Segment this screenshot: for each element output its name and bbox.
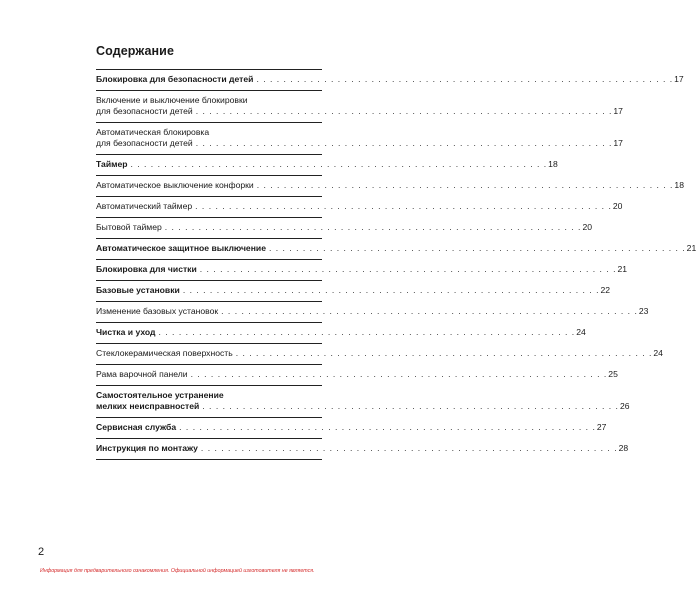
toc-entry[interactable] <box>96 70 684 91</box>
dot-leader: . . . . . . . . . . . . . . . . . . . . . . . . . . . . . . . . . . . . . . . . . . . . . . . . . . . . . . . . . . . . . . <box>190 369 608 379</box>
toc-entry-title-line: Блокировка для чистки <box>96 264 197 274</box>
dot-leader: . . . . . . . . . . . . . . . . . . . . . . . . . . . . . . . . . . . . . . . . . . . . . . . . . . . . . . . . . . . . . . <box>179 422 596 432</box>
toc-entry-page: 23 <box>638 306 649 316</box>
toc-entry-last-line <box>96 180 684 191</box>
toc-entry-title-line: мелких неисправностей <box>96 401 200 411</box>
toc-entry-title-line: Блокировка для безопасности детей <box>96 74 254 84</box>
dot-leader: . . . . . . . . . . . . . . . . . . . . . . . . . . . . . . . . . . . . . . . . . . . . . . . . . . . . . . . . . . . . . . <box>256 180 674 190</box>
toc-entry[interactable] <box>96 302 649 323</box>
toc-entry-title-line: Рама варочной панели <box>96 369 188 379</box>
toc-entry-page: 24 <box>576 327 586 337</box>
toc-entry-page: 28 <box>618 443 629 453</box>
toc-entry-title-line: для безопасности детей <box>96 106 193 116</box>
toc-entry-last-line <box>96 306 649 317</box>
toc-entry[interactable] <box>96 344 663 365</box>
toc-entry-last-line <box>96 285 611 296</box>
toc-entry-title-line: Базовые установки <box>96 285 180 295</box>
toc-entry-last-line <box>96 201 623 212</box>
dot-leader: . . . . . . . . . . . . . . . . . . . . . . . . . . . . . . . . . . . . . . . . . . . . . . . . . . . . . . . . . . . . . . <box>195 201 612 211</box>
footer-note: Информация для предварительного ознакомления. Официальной информацией изготовителя не является. <box>40 568 315 574</box>
toc-entry-last-line <box>96 106 623 117</box>
toc-entry-page: 25 <box>608 369 618 379</box>
toc-entry-title-line: Самостоятельное устранение <box>96 390 224 400</box>
toc-entry-title-line: Чистка и уход <box>96 327 156 337</box>
toc-entry-last-line <box>96 327 586 338</box>
toc-entry-title-line: Стеклокерамическая поверхность <box>96 348 233 358</box>
toc-entry-title-line: Автоматическая блокировка <box>96 127 210 137</box>
toc-entry-page: 27 <box>596 422 607 432</box>
table-of-contents <box>96 69 696 460</box>
toc-entry[interactable] <box>96 323 586 344</box>
toc-entry-page: 21 <box>617 264 628 274</box>
dot-leader: . . . . . . . . . . . . . . . . . . . . . . . . . . . . . . . . . . . . . . . . . . . . . . . . . . . . . . . . . . . . . . <box>199 264 617 274</box>
page-title: Содержание <box>96 44 175 58</box>
dot-leader: . . . . . . . . . . . . . . . . . . . . . . . . . . . . . . . . . . . . . . . . . . . . . . . . . . . . . . . . . . . . . . <box>195 106 613 116</box>
toc-entry-last-line <box>96 422 607 433</box>
toc-entry-last-line <box>96 159 558 170</box>
toc-entry-page: 17 <box>613 106 623 116</box>
toc-entry[interactable] <box>96 155 558 176</box>
toc-entry-page: 26 <box>619 401 630 411</box>
toc-entry-title-line: Таймер <box>96 159 128 169</box>
toc-entry-title-line: Изменение базовых установок <box>96 306 219 316</box>
toc-entry-last-line <box>96 369 618 380</box>
dot-leader: . . . . . . . . . . . . . . . . . . . . . . . . . . . . . . . . . . . . . . . . . . . . . . . . . . . . . . . . . . . . . . <box>130 159 548 169</box>
toc-entry-title-line: Бытовой таймер <box>96 222 162 232</box>
toc-entry-page: 21 <box>686 243 696 253</box>
toc-entry-page: 18 <box>674 180 684 190</box>
dot-leader: . . . . . . . . . . . . . . . . . . . . . . . . . . . . . . . . . . . . . . . . . . . . . . . . . . . . . . . . . . . . . . <box>182 285 600 295</box>
toc-entry-last-line <box>96 74 684 85</box>
toc-entry[interactable] <box>96 260 628 281</box>
toc-entry[interactable] <box>96 218 593 239</box>
toc-entry-page: 18 <box>548 159 558 169</box>
toc-entry-page: 20 <box>612 201 623 211</box>
toc-entry-last-line <box>96 222 593 233</box>
toc-entry-page: 17 <box>674 74 684 84</box>
toc-entry-page: 24 <box>653 348 663 358</box>
dot-leader: . . . . . . . . . . . . . . . . . . . . . . . . . . . . . . . . . . . . . . . . . . . . . . . . . . . . . . . . . . . . . . <box>221 306 638 316</box>
toc-entry[interactable] <box>96 91 623 123</box>
dot-leader: . . . . . . . . . . . . . . . . . . . . . . . . . . . . . . . . . . . . . . . . . . . . . . . . . . . . . . . . . . . . . . <box>256 74 674 84</box>
toc-entry-last-line <box>96 243 696 254</box>
toc-entry-title-line: Инструкция по монтажу <box>96 443 198 453</box>
toc-entry[interactable] <box>96 197 623 218</box>
toc-entry-page: 17 <box>613 138 623 148</box>
dot-leader: . . . . . . . . . . . . . . . . . . . . . . . . . . . . . . . . . . . . . . . . . . . . . . . . . . . . . . . . . . . . . . <box>235 348 653 358</box>
toc-entry-title-line: Включение и выключение блокировки <box>96 95 248 105</box>
toc-entry-title-line: Автоматическое выключение конфорки <box>96 180 254 190</box>
dot-leader: . . . . . . . . . . . . . . . . . . . . . . . . . . . . . . . . . . . . . . . . . . . . . . . . . . . . . . . . . . . . . . <box>200 443 618 453</box>
toc-entry-page: 22 <box>600 285 611 295</box>
dot-leader: . . . . . . . . . . . . . . . . . . . . . . . . . . . . . . . . . . . . . . . . . . . . . . . . . . . . . . . . . . . . . . <box>202 401 619 411</box>
toc-entry-last-line <box>96 264 628 275</box>
toc-entry[interactable] <box>96 439 629 460</box>
toc-entry[interactable] <box>96 123 623 155</box>
dot-leader: . . . . . . . . . . . . . . . . . . . . . . . . . . . . . . . . . . . . . . . . . . . . . . . . . . . . . . . . . . . . . . <box>268 243 686 253</box>
toc-entry[interactable] <box>96 418 607 439</box>
toc-entry-last-line <box>96 401 630 412</box>
dot-leader: . . . . . . . . . . . . . . . . . . . . . . . . . . . . . . . . . . . . . . . . . . . . . . . . . . . . . . . . . . . . . . <box>158 327 576 337</box>
toc-entry[interactable] <box>96 176 684 197</box>
toc-entry-title-line: Сервисная служба <box>96 422 177 432</box>
dot-leader: . . . . . . . . . . . . . . . . . . . . . . . . . . . . . . . . . . . . . . . . . . . . . . . . . . . . . . . . . . . . . . <box>195 138 613 148</box>
toc-entry-last-line <box>96 348 663 359</box>
toc-entry[interactable] <box>96 281 611 302</box>
toc-entry-last-line <box>96 138 623 149</box>
toc-entry[interactable] <box>96 386 630 418</box>
toc-entry-title-line: Автоматическое защитное выключение <box>96 243 266 253</box>
toc-entry-title-line: Автоматический таймер <box>96 201 193 211</box>
toc-entry-last-line <box>96 443 629 454</box>
toc-entry[interactable] <box>96 365 618 386</box>
toc-entry[interactable] <box>96 239 696 260</box>
dot-leader: . . . . . . . . . . . . . . . . . . . . . . . . . . . . . . . . . . . . . . . . . . . . . . . . . . . . . . . . . . . . . . <box>164 222 582 232</box>
toc-entry-page: 20 <box>582 222 593 232</box>
toc-entry-title-line: для безопасности детей <box>96 138 193 148</box>
page-number: 2 <box>38 546 45 558</box>
